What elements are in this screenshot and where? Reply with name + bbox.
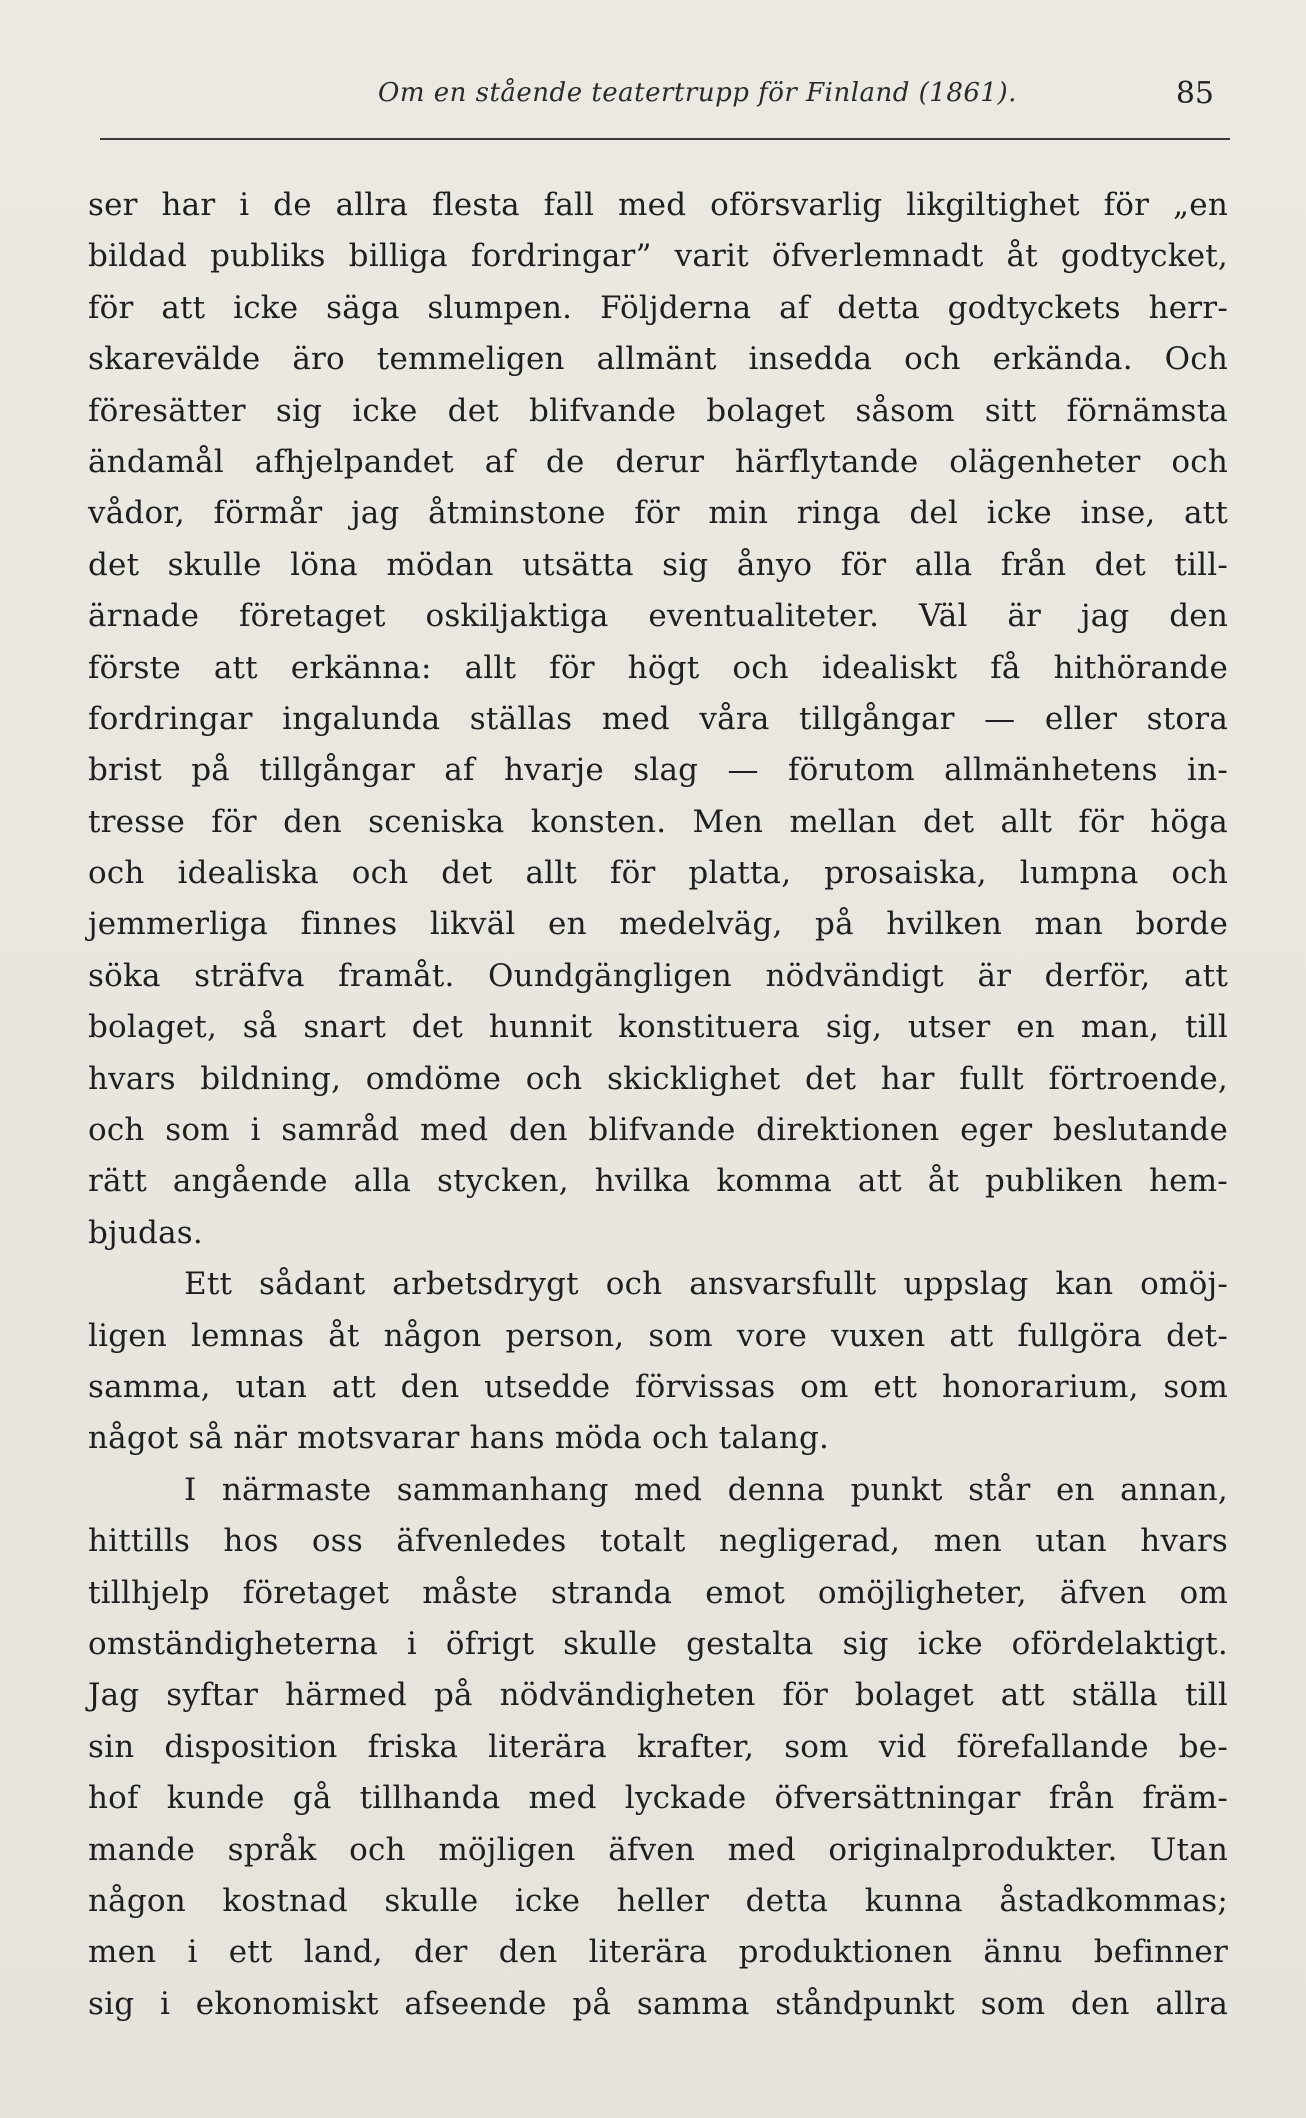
text-line: ser har i de allra flesta fall med oförsvarlig likgiltighet för „en [88,187,1228,223]
text-line: bildad publiks billiga fordringar” varit öfverlemnadt åt godtycket, [88,238,1228,275]
text-line: vådor, förmår jag åtminstone för min ringa del icke inse, att [88,495,1228,532]
text-line: söka sträfva framåt. Oundgängligen nödvändigt är derför, att [88,957,1228,994]
text-line: ligen lemnas åt någon person, som vore vuxen att fullgöra det- [88,1317,1228,1354]
text-line: ändamål afhjelpandet af de derur härflytande olägenheter och [88,443,1228,480]
running-head [88,78,1232,126]
text-line: för att icke säga slumpen. Följderna af detta godtyckets herr- [88,289,1228,326]
text-line: föresätter sig icke det blifvande bolaget såsom sitt förnämsta [88,392,1228,429]
page-number: 85 [1175,76,1214,111]
text-line: hittills hos oss äfvenledes totalt negligerad, men utan hvars [88,1523,1228,1560]
text-line: samma, utan att den utsedde förvissas om ett honorarium, som [88,1368,1228,1405]
text-line: någon kostnad skulle icke heller detta kunna åstadkommas; [88,1882,1228,1919]
text-line: Jag syftar härmed på nödvändigheten för bolaget att ställa till [88,1677,1228,1714]
text-line: sig i ekonomiskt afseende på samma ståndpunkt som den allra [88,1985,1228,2022]
text-line: ärnade företaget oskiljaktiga eventualiteter. Väl är jag den [88,598,1228,635]
text-line: förste att erkänna: allt för högt och idealiskt få hithörande [88,649,1228,686]
text-line: fordringar ingalunda ställas med våra tillgångar — eller stora [88,700,1228,737]
text-line: hof kunde gå tillhanda med lyckade öfversättningar från främ- [88,1780,1228,1817]
text-line: sin disposition friska literära krafter, som vid förefallande be- [88,1728,1228,1765]
text-line: och som i samråd med den blifvande direktionen eger beslutande [88,1112,1228,1149]
body-text [88,180,1228,2030]
text-line: tillhjelp företaget måste stranda emot omöjligheter, äfven om [88,1574,1228,1611]
text-line: något så när motsvarar hans möda och talang. [88,1420,830,1457]
text-line: skarevälde äro temmeligen allmänt insedda och erkända. Och [88,341,1228,378]
text-line: Ett sådant arbetsdrygt och ansvarsfullt uppslag kan omöj- [184,1266,1228,1303]
text-line: I närmaste sammanhang med denna punkt står en annan, [184,1471,1228,1508]
text-line: och idealiska och det allt för platta, prosaiska, lumpna och [88,855,1228,892]
text-line: bolaget, så snart det hunnit konstituera sig, utser en man, till [88,1009,1228,1046]
text-line: tresse för den sceniska konsten. Men mellan det allt för höga [88,803,1228,840]
header-rule [100,138,1230,140]
text-line: hvars bildning, omdöme och skicklighet det har fullt förtroende, [88,1060,1228,1097]
running-title: Om en stående teatertrupp för Finland (1861). [378,78,1017,108]
text-line: bjudas. [88,1214,203,1251]
text-line: omständigheterna i öfrigt skulle gestalta sig icke ofördelaktigt. [88,1625,1228,1662]
text-line: mande språk och möjligen äfven med originalprodukter. Utan [88,1831,1228,1868]
text-line: det skulle löna mödan utsätta sig ånyo för alla från det till- [88,546,1228,583]
text-line: rätt angående alla stycken, hvilka komma att åt publiken hem- [88,1163,1228,1200]
text-line: men i ett land, der den literära produktionen ännu befinner [88,1934,1228,1971]
text-line: brist på tillgångar af hvarje slag — förutom allmänhetens in- [88,752,1228,789]
text-line: jemmerliga finnes likväl en medelväg, på hvilken man borde [88,906,1228,943]
